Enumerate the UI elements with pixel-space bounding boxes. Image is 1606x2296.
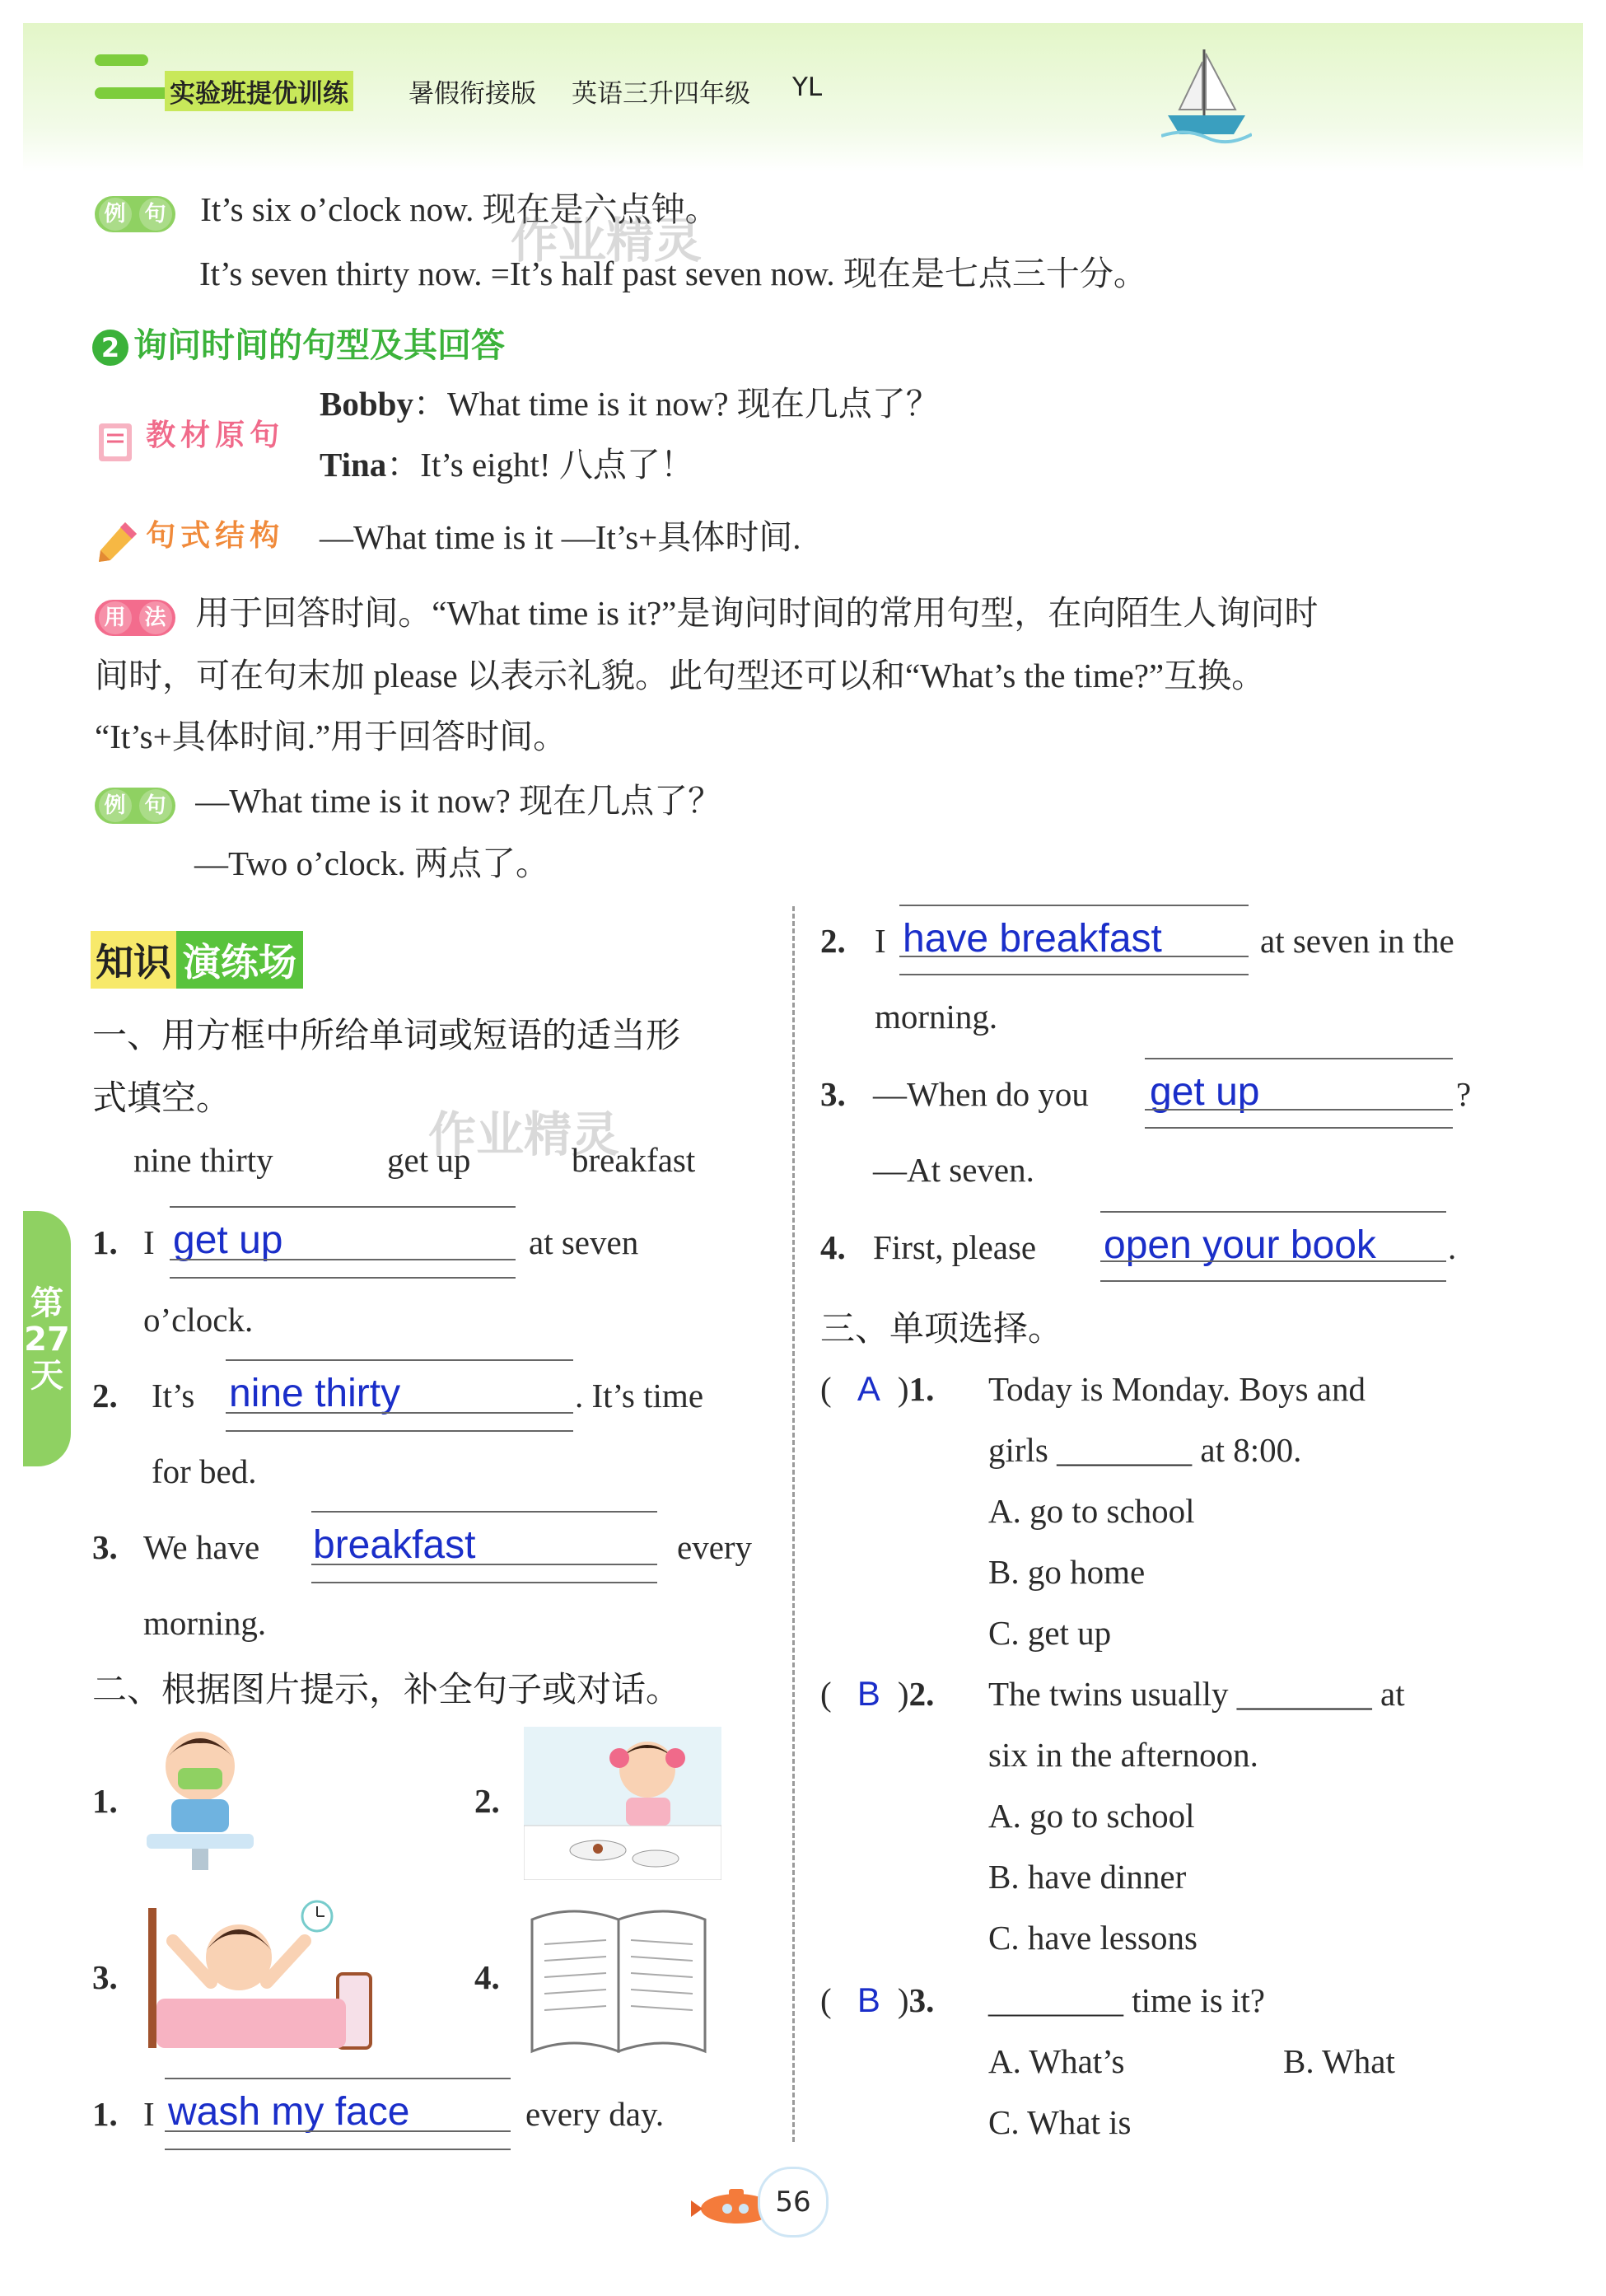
option[interactable]: B. have dinner: [988, 1858, 1187, 1896]
blank-line: [226, 1359, 573, 1361]
question-text: ________ time is it?: [988, 1981, 1265, 2019]
item-text: ?: [1456, 1075, 1472, 1113]
example-block-2: 例 句 —What time is it now? 现在几点了？: [95, 779, 721, 824]
option[interactable]: C. have lessons: [988, 1919, 1197, 1957]
usage-badge: 用 法: [95, 600, 175, 636]
item-number: 3.: [92, 1528, 118, 1566]
item-text: o’clock.: [143, 1301, 254, 1339]
part3-title: 三、单项选择。: [820, 1308, 1063, 1349]
question-text: girls ________ at 8:00.: [988, 1431, 1302, 1469]
item-text: I: [143, 2095, 155, 2133]
blank-line: [1100, 1280, 1446, 1282]
question-text: The twins usually ________ at: [988, 1675, 1405, 1713]
answer-text[interactable]: get up: [1150, 1070, 1260, 1114]
item-text: .: [1448, 1228, 1457, 1266]
dialogue-tina: Tina：It’s eight! 八点了！: [320, 446, 694, 484]
pencil-icon: [92, 517, 142, 567]
watermark: 作业精灵: [428, 1106, 620, 1162]
boat-icon: [1161, 45, 1252, 144]
wash-face-picture: [138, 1717, 262, 1873]
dialogue-bobby: Bobby：What time is it now? 现在几点了？: [320, 385, 940, 423]
answer-text[interactable]: wash my face: [168, 2090, 410, 2134]
picture-number: 4.: [474, 1958, 500, 1996]
day-tab: 第27天: [23, 1211, 71, 1466]
answer-text[interactable]: have breakfast: [903, 917, 1162, 961]
blank-line: [1145, 1127, 1453, 1129]
item-number: 3.: [820, 1075, 846, 1113]
answer-text[interactable]: breakfast: [313, 1523, 476, 1567]
part2-title: 二、根据图片提示，补全句子或对话。: [92, 1669, 681, 1709]
edition-label: 暑假衔接版: [409, 79, 536, 109]
item-text: at seven: [529, 1223, 639, 1261]
blank-line: [1145, 1109, 1453, 1111]
word-bank-item: breakfast: [572, 1141, 696, 1179]
option[interactable]: A. go to school: [988, 1492, 1195, 1530]
page-number: 56: [758, 2167, 829, 2238]
blank-line: [311, 1582, 657, 1583]
example-line: It’s seven thirty now. =It’s half past seven now. 现在是七点三十分。: [199, 255, 1147, 292]
header-decor-bar: [95, 87, 173, 99]
blank-line: [899, 905, 1249, 906]
usage-line-3: “It’s+具体时间.”用于回答时间。: [95, 718, 567, 755]
choice-question: ( B )2.: [820, 1672, 934, 1715]
item-text: morning.: [875, 998, 998, 1036]
part1-title-cont: 式填空。: [92, 1078, 231, 1118]
textbook-label: 教材原句: [92, 412, 284, 466]
section-heading: 2 询问时间的句型及其回答: [92, 318, 505, 367]
item-text: for bed.: [152, 1452, 257, 1490]
word-bank-item: get up: [387, 1141, 471, 1179]
blank-line: [1100, 1260, 1446, 1262]
blank-line: [311, 1511, 657, 1513]
example-answer: —Two o’clock. 两点了。: [194, 844, 549, 882]
item-text: I: [875, 922, 886, 960]
example-badge: 例 句: [95, 788, 175, 824]
item-number: 2.: [820, 922, 846, 960]
item-number: 4.: [820, 1228, 846, 1266]
answer-text[interactable]: open your book: [1104, 1223, 1376, 1267]
blank-line: [311, 1564, 657, 1565]
column-divider: [792, 906, 795, 2142]
usage-line-1: 用 法 用于回答时间。“What time is it?”是询问时间的常用句型，在向陌生人询问时: [95, 592, 1318, 636]
blank-line: [899, 974, 1249, 975]
code-label: YL: [792, 72, 823, 102]
item-text: every day.: [525, 2095, 665, 2133]
blank-line: [226, 1430, 573, 1432]
picture-number: 1.: [92, 1782, 118, 1820]
blank-line: [1145, 1058, 1453, 1059]
usage-line-2: 间时，可在句末加 please 以表示礼貌。此句型还可以和“What’s the time?”互换。: [95, 657, 1266, 694]
choice-answer[interactable]: A: [857, 1369, 880, 1408]
item-number: 1.: [92, 2095, 118, 2133]
book-icon: [92, 417, 142, 466]
item-number: 1.: [92, 1223, 118, 1261]
item-text: —At seven.: [873, 1151, 1034, 1189]
choice-answer[interactable]: B: [857, 1980, 880, 2019]
breakfast-picture: [524, 1727, 721, 1880]
option[interactable]: B. What: [1283, 2042, 1395, 2080]
practice-label: 知识 演练场: [91, 931, 338, 985]
item-text: It’s: [152, 1377, 195, 1415]
series-title: 实验班提优训练: [165, 71, 353, 111]
question-text: Today is Monday. Boys and: [988, 1370, 1366, 1408]
choice-question: ( B )3.: [820, 1979, 934, 2022]
item-text: We have: [143, 1528, 260, 1566]
picture-number: 3.: [92, 1958, 118, 1996]
option[interactable]: C. What is: [988, 2103, 1132, 2141]
word-bank-item: nine thirty: [133, 1141, 273, 1179]
blank-line: [165, 2130, 511, 2132]
blank-line: [899, 956, 1249, 957]
item-text: First, please: [873, 1228, 1037, 1266]
item-text: I: [143, 1223, 155, 1261]
blank-line: [170, 1259, 516, 1260]
blank-line: [1100, 1211, 1446, 1213]
blank-line: [165, 2149, 511, 2150]
structure-text: —What time is it —It’s+具体时间.: [320, 518, 801, 556]
get-up-picture: [140, 1892, 379, 2056]
option[interactable]: A. go to school: [988, 1797, 1195, 1835]
blank-line: [226, 1412, 573, 1414]
item-text: at seven in the: [1260, 922, 1454, 960]
item-text: morning.: [143, 1604, 267, 1642]
open-book-picture: [524, 1895, 713, 2060]
option[interactable]: C. get up: [988, 1614, 1112, 1652]
example-line: It’s six o’clock now. 现在是六点钟。: [200, 190, 719, 228]
item-text: every: [677, 1528, 753, 1566]
item-text: . It’s time: [575, 1377, 704, 1415]
item-number: 2.: [92, 1377, 118, 1415]
watermark: 作业精灵: [511, 213, 703, 269]
answer-text[interactable]: nine thirty: [229, 1372, 401, 1415]
blank-line: [170, 1206, 516, 1208]
option[interactable]: A. What’s: [988, 2042, 1125, 2080]
question-text: six in the afternoon.: [988, 1736, 1258, 1774]
picture-number: 2.: [474, 1782, 500, 1820]
item-text: —When do you: [873, 1075, 1089, 1113]
option[interactable]: B. go home: [988, 1553, 1146, 1591]
blank-line: [165, 2078, 511, 2079]
choice-answer[interactable]: B: [857, 1674, 880, 1713]
answer-text[interactable]: get up: [173, 1218, 283, 1262]
choice-question: ( A )1.: [820, 1368, 934, 1410]
part1-title: 一、用方框中所给单词或短语的适当形: [92, 1015, 681, 1055]
blank-line: [170, 1277, 516, 1279]
subject-label: 英语三升四年级: [572, 79, 750, 109]
header-decor-bar: [95, 54, 148, 66]
structure-label: 句式结构: [92, 512, 284, 567]
example-badge: 例 句: [95, 196, 175, 232]
